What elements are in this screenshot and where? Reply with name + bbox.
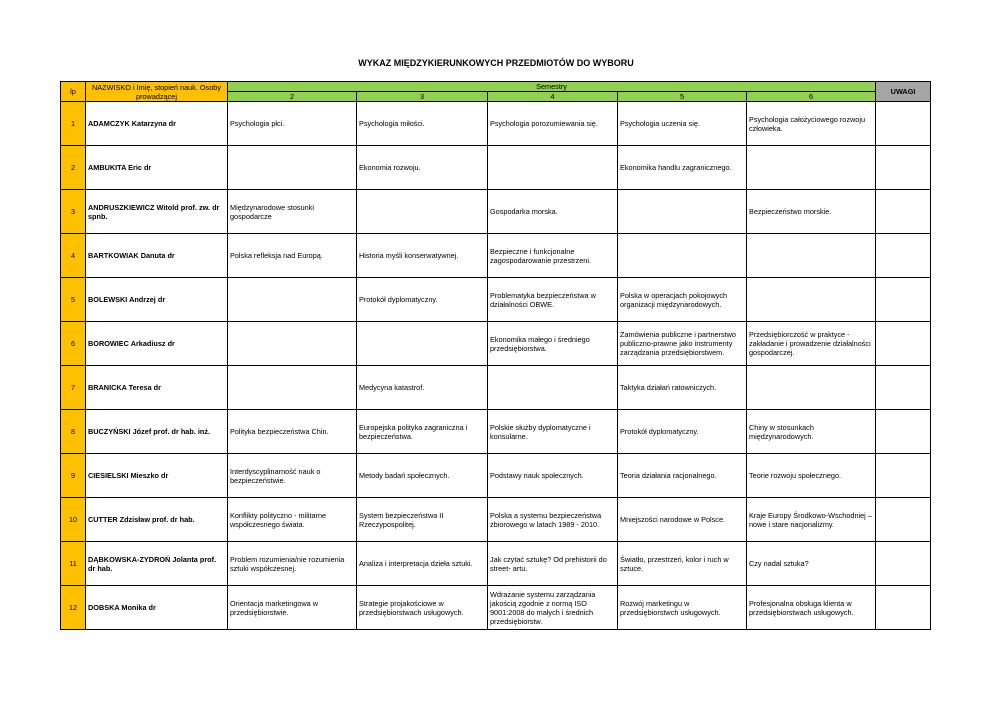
semester-2-course: Międzynarodowe stosunki gospodarcze xyxy=(228,190,357,234)
lecturer-name: CIESIELSKI Mieszko dr xyxy=(86,454,228,498)
semester-4-course: Polskie służby dyplomatyczne i konsularne. xyxy=(488,410,618,454)
semester-5-course xyxy=(618,234,747,278)
semester-2-course: Problem rozumienia/nie rozumienia sztuki współczesnej. xyxy=(228,542,357,586)
remarks-cell xyxy=(876,586,931,630)
row-number: 3 xyxy=(61,190,86,234)
semester-4-course: Gospodarka morska. xyxy=(488,190,618,234)
lecturer-name: BOROWIEC Arkadiusz dr xyxy=(86,322,228,366)
semester-5-course: Taktyka działań ratowniczych. xyxy=(618,366,747,410)
semester-6-course: Teorie rozwoju społecznego. xyxy=(747,454,876,498)
table-row xyxy=(61,102,931,146)
semester-4-course: Bezpieczne i funkcjonalne zagospodarowanie przestrzeni. xyxy=(488,234,618,278)
semester-6-course xyxy=(747,234,876,278)
semester-3-course: Strategie projakościowe w przedsiębiorstwach usługowych. xyxy=(357,586,488,630)
semester-6-course xyxy=(747,366,876,410)
semester-4-course: Wdrażanie systemu zarządzania jakością zgodnie z normą ISO 9001:2008 do małych i średnich przedsiębiorstw. xyxy=(488,586,618,630)
semester-4-course: Problematyka bezpieczeństwa w działalności OBWE. xyxy=(488,278,618,322)
semester-5-course: Rozwój marketingu w przedsiębiorstwch usługowych. xyxy=(618,586,747,630)
semester-4-course: Ekonomika małego i średniego przedsiębiorstwa. xyxy=(488,322,618,366)
row-number: 5 xyxy=(61,278,86,322)
row-number: 12 xyxy=(61,586,86,630)
table-row xyxy=(61,190,931,234)
table-row xyxy=(61,278,931,322)
semester-2-course: Polityka bezpieczeństwa Chin. xyxy=(228,410,357,454)
semester-2-course: Psychologia płci. xyxy=(228,102,357,146)
lecturer-name: DĄBKOWSKA-ZYDROŃ Jolanta prof. dr hab. xyxy=(86,542,228,586)
semester-5-course: Protokół dyplomatyczny. xyxy=(618,410,747,454)
semester-4-course: Polska a systemu bezpieczeństwa zbiorowego w latach 1989 - 2010. xyxy=(488,498,618,542)
header-semester-4: 4 xyxy=(488,92,618,102)
semester-3-course: Europejska polityka zagraniczna i bezpieczeństwa. xyxy=(357,410,488,454)
semester-5-course xyxy=(618,190,747,234)
semester-6-course: Chiny w stosunkach międzynarodowych. xyxy=(747,410,876,454)
semester-3-course: Psychologia miłości. xyxy=(357,102,488,146)
semester-2-course: Interdyscyplinarność nauk o bezpieczeństwie. xyxy=(228,454,357,498)
semester-4-course: Jak czytać sztukę? Od prehistorii do street- artu. xyxy=(488,542,618,586)
header-semester-5: 5 xyxy=(618,92,747,102)
remarks-cell xyxy=(876,146,931,190)
header-semesters: Semestry xyxy=(228,82,876,92)
semester-6-course xyxy=(747,146,876,190)
table-row xyxy=(61,410,931,454)
lecturer-name: DOBSKA Monika dr xyxy=(86,586,228,630)
semester-6-course: Kraje Europy Środkowo-Wschodniej – nowe i stare nacjonalizmy. xyxy=(747,498,876,542)
row-number: 11 xyxy=(61,542,86,586)
semester-3-course: Ekonomia rozwoju. xyxy=(357,146,488,190)
semester-3-course: Historia myśli konserwatywnej. xyxy=(357,234,488,278)
header-semester-2: 2 xyxy=(228,92,357,102)
row-number: 4 xyxy=(61,234,86,278)
row-number: 8 xyxy=(61,410,86,454)
semester-3-course: Medycyna katastrof. xyxy=(357,366,488,410)
semester-2-course xyxy=(228,278,357,322)
semester-5-course: Mniejszości narodowe w Polsce. xyxy=(618,498,747,542)
remarks-cell xyxy=(876,234,931,278)
page-title: WYKAZ MIĘDZYKIERUNKOWYCH PRZEDMIOTÓW DO WYBORU xyxy=(358,58,634,68)
semester-5-course: Teoria działania racjonalnego. xyxy=(618,454,747,498)
table-row xyxy=(61,454,931,498)
table-row xyxy=(61,542,931,586)
row-number: 6 xyxy=(61,322,86,366)
table-row xyxy=(61,586,931,630)
semester-3-course: Protokół dyplomatyczny. xyxy=(357,278,488,322)
lecturer-name: ANDRUSZKIEWICZ Witold prof. zw. dr spnb. xyxy=(86,190,228,234)
semester-4-course: Podstawy nauk społecznych. xyxy=(488,454,618,498)
semester-3-course: System bezpieczeństwa II Rzeczypospolitej. xyxy=(357,498,488,542)
semester-6-course: Przedsiębiorczość w praktyce - zakładanie i prowadzenie działalności gospodarczej. xyxy=(747,322,876,366)
semester-2-course: Konflikty polityczno - militarne współczesnego świata. xyxy=(228,498,357,542)
semester-6-course: Bezpieczeństwo morskie. xyxy=(747,190,876,234)
row-number: 9 xyxy=(61,454,86,498)
semester-2-course xyxy=(228,366,357,410)
semester-3-course: Analiza i interpretacja dzieła sztuki. xyxy=(357,542,488,586)
header-row xyxy=(61,82,931,92)
semester-2-course: Orientacja marketingowa w przedsiębiorstwie. xyxy=(228,586,357,630)
header-lp: lp xyxy=(61,82,86,102)
courses-table xyxy=(60,81,931,630)
semester-3-course xyxy=(357,322,488,366)
header-semester-6: 6 xyxy=(747,92,876,102)
lecturer-name: BRANICKA Teresa dr xyxy=(86,366,228,410)
table-row xyxy=(61,234,931,278)
semester-3-course xyxy=(357,190,488,234)
remarks-cell xyxy=(876,366,931,410)
semester-2-course xyxy=(228,322,357,366)
semester-2-course xyxy=(228,146,357,190)
remarks-cell xyxy=(876,322,931,366)
semester-5-course: Zamówienia publiczne i partnerstwo publiczno-prawne jako instrumenty zarządzania przedsiębiorstwem. xyxy=(618,322,747,366)
semester-6-course: Profesjonalna obsługa klienta w przedsiębiorstwach usługowych. xyxy=(747,586,876,630)
lecturer-name: BUCZYŃSKI Józef prof. dr hab. inż. xyxy=(86,410,228,454)
table-row xyxy=(61,498,931,542)
lecturer-name: AMBUKITA Eric dr xyxy=(86,146,228,190)
remarks-cell xyxy=(876,190,931,234)
row-number: 10 xyxy=(61,498,86,542)
semester-5-course: Psychologia uczenia się. xyxy=(618,102,747,146)
remarks-cell xyxy=(876,454,931,498)
semester-6-course xyxy=(747,278,876,322)
semester-4-course xyxy=(488,366,618,410)
header-name: NAZWISKO i Imię, stopień nauk. Osoby prowadzącej xyxy=(86,82,228,102)
lecturer-name: BOLEWSKI Andrzej dr xyxy=(86,278,228,322)
remarks-cell xyxy=(876,102,931,146)
lecturer-name: CUTTER Zdzisław prof. dr hab. xyxy=(86,498,228,542)
semester-2-course: Polska refleksja nad Europą. xyxy=(228,234,357,278)
table-row xyxy=(61,366,931,410)
row-number: 2 xyxy=(61,146,86,190)
row-number: 1 xyxy=(61,102,86,146)
table-row xyxy=(61,322,931,366)
table-row xyxy=(61,146,931,190)
remarks-cell xyxy=(876,278,931,322)
lecturer-name: ADAMCZYK Katarzyna dr xyxy=(86,102,228,146)
header-semester-3: 3 xyxy=(357,92,488,102)
row-number: 7 xyxy=(61,366,86,410)
header-remarks: UWAGI xyxy=(876,82,931,102)
semester-5-course: Ekonomika handlu zagranicznego. xyxy=(618,146,747,190)
semester-6-course: Psychologia całożyciowego rozwoju człowieka. xyxy=(747,102,876,146)
lecturer-name: BARTKOWIAK Danuta dr xyxy=(86,234,228,278)
semester-4-course xyxy=(488,146,618,190)
semester-3-course: Metody badań społecznych. xyxy=(357,454,488,498)
remarks-cell xyxy=(876,542,931,586)
semester-5-course: Światło, przestrzeń, kolor i ruch w sztuce. xyxy=(618,542,747,586)
semester-6-course: Czy nadal sztuka? xyxy=(747,542,876,586)
semester-4-course: Psychologia porozumiewania się. xyxy=(488,102,618,146)
remarks-cell xyxy=(876,498,931,542)
semester-5-course: Polska w operacjach pokojowych organizacji międzynarodowych. xyxy=(618,278,747,322)
remarks-cell xyxy=(876,410,931,454)
